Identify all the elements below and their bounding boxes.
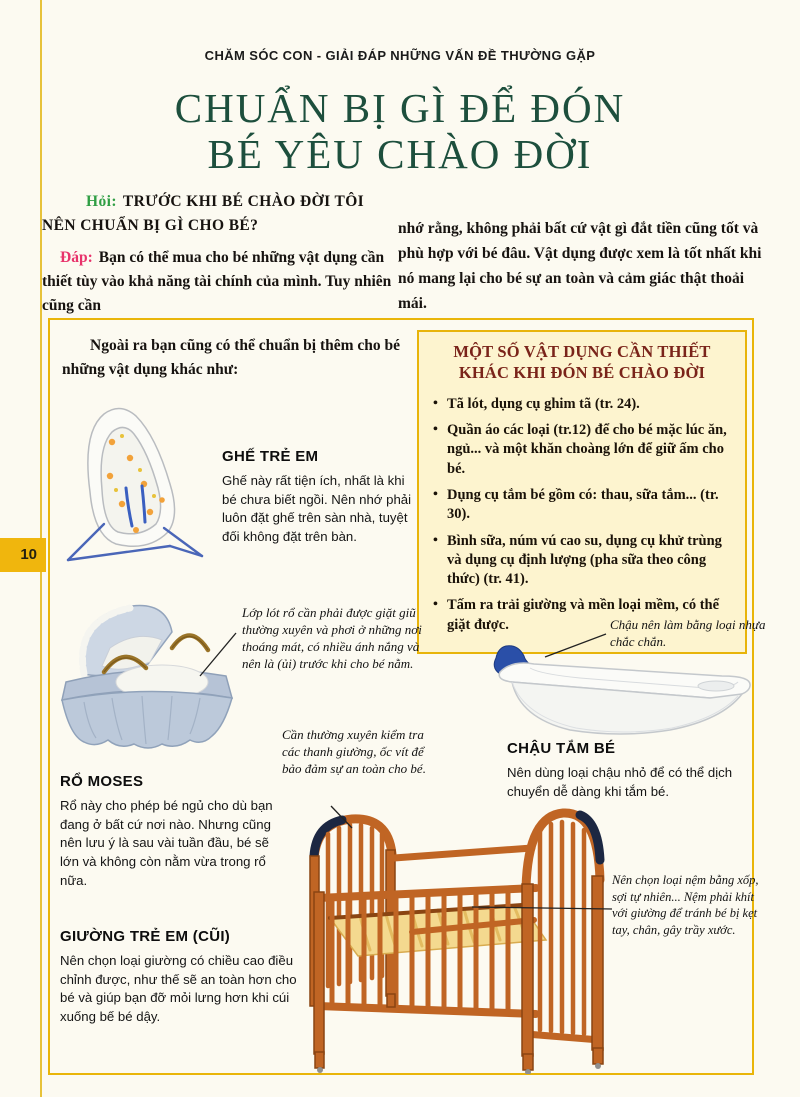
- crib-heading: GIƯỜNG TRẺ EM (CŨI): [60, 928, 231, 945]
- section-basket: [60, 773, 290, 891]
- question-text: TRƯỚC KHI BÉ CHÀO ĐỜI TÔI NÊN CHUẨN BỊ GÌ CHO BÉ?: [42, 193, 365, 234]
- basket-heading: RỔ MOSES: [60, 773, 144, 790]
- page-title: [0, 86, 800, 178]
- qa-left-column: [42, 190, 394, 318]
- basket-liner-callout: Lớp lót rổ cần phải được giặt giũ thường xuyên và phơi ở những nơi thoáng mát, có nhiều ánh nắng và nên là (ủi) trước khi cho bé nằm.: [242, 605, 422, 672]
- list-item: • Tấm ra trải giường và mền loại mềm, có thể giặt được.: [431, 596, 733, 635]
- crib-check-callout: Cần thường xuyên kiểm tra các thanh giường, ốc vít để bảo đảm sự an toàn cho bé.: [282, 727, 426, 777]
- tub-heading: CHẬU TẮM BÉ: [507, 740, 616, 757]
- list-item: • Dụng cụ tắm bé gồm có: thau, sữa tắm... (tr. 30).: [431, 486, 733, 525]
- question-paragraph: [42, 190, 394, 238]
- essential-items-title: [431, 341, 733, 384]
- page-number-tab: [0, 538, 46, 572]
- tub-material-callout: Chậu nên làm bằng loại nhựa chắc chắn.: [610, 617, 766, 650]
- page-title-line1: CHUẨN BỊ GÌ ĐỂ ĐÓN: [174, 85, 626, 131]
- baby-chair-image: [52, 392, 217, 575]
- moses-basket-image: [50, 586, 242, 759]
- section-crib: [60, 928, 307, 1027]
- answer-paragraph: [42, 246, 394, 318]
- answer-text: Bạn có thể mua cho bé những vật dụng cần thiết tùy vào khả năng tài chính của mình. Tuy nhiên cũng cần: [42, 249, 392, 314]
- essential-items-list: [431, 395, 733, 635]
- list-item: • Quần áo các loại (tr.12) để cho bé mặc lúc ăn, ngủ... và một khăn choàng lớn để giữ ấm cho bé.: [431, 421, 733, 479]
- question-label: Hỏi:: [86, 193, 117, 210]
- intro-text: Ngoài ra bạn cũng có thể chuẩn bị thêm cho bé những vật dụng khác như:: [62, 337, 401, 378]
- section-tub: [507, 740, 759, 801]
- section-chair: [222, 448, 418, 547]
- basket-body: Rổ này cho phép bé ngủ cho dù bạn đang ở bất cứ nơi nào. Nhưng cũng nên lưu ý là sau vài tuần đầu, bé sẽ lớn và không còn nằm vừa trong rổ nữa.: [60, 798, 273, 888]
- qa-right-column: [398, 216, 764, 316]
- page-number: 10: [20, 546, 37, 563]
- crib-image: [300, 798, 610, 1079]
- list-item: • Bình sữa, núm vú cao su, dụng cụ khử trùng và dụng cụ định lượng (pha sữa theo công thức) (tr. 41).: [431, 532, 733, 590]
- essential-items-box: [417, 330, 747, 654]
- essential-items-title-line2: KHÁC KHI ĐÓN BÉ CHÀO ĐỜI: [458, 363, 706, 383]
- mattress-callout: Nên chọn loại nệm bằng xốp, sợi tự nhiên... Nệm phải khít với giường để tránh bé bị kẹt tay, chân, gây trầy xước.: [612, 873, 759, 937]
- essential-items-title-line1: MỘT SỐ VẬT DỤNG CẦN THIẾT: [453, 342, 711, 361]
- main-content-box: [48, 318, 766, 1075]
- bathtub-image: [460, 636, 764, 745]
- page-title-line2: BÉ YÊU CHÀO ĐỜI: [207, 130, 593, 177]
- running-head: CHĂM SÓC CON - GIẢI ĐÁP NHỮNG VẤN ĐỀ THƯỜNG GẶP: [204, 48, 596, 63]
- chair-heading: GHẾ TRẺ EM: [222, 448, 319, 465]
- crib-body: Nên chọn loại giường có chiều cao điều chỉnh được, như thế sẽ an toàn hơn cho bé và giúp bạn đỡ mỏi lưng hơn khi cúi xuống bế bé dậy.: [60, 953, 297, 1025]
- answer-text-continued: nhớ rằng, không phải bất cứ vật gì đắt tiền cũng tốt và phù hợp với bé đâu. Vật dụng được xem là tốt nhất khi nó mang lại cho bé sự an toàn và cảm giác thật thoải mái.: [398, 220, 762, 312]
- list-item: • Tã lót, dụng cụ ghim tã (tr. 24).: [431, 395, 733, 414]
- tub-body: Nên dùng loại chậu nhỏ để có thể dịch chuyển dễ dàng khi tắm bé.: [507, 765, 733, 799]
- answer-label: Đáp:: [60, 249, 93, 266]
- chair-body: Ghế này rất tiện ích, nhất là khi bé chưa biết ngồi. Nên nhớ phải luôn đặt ghế trên sàn nhà, tuyệt đối không đặt trên bàn.: [222, 473, 412, 545]
